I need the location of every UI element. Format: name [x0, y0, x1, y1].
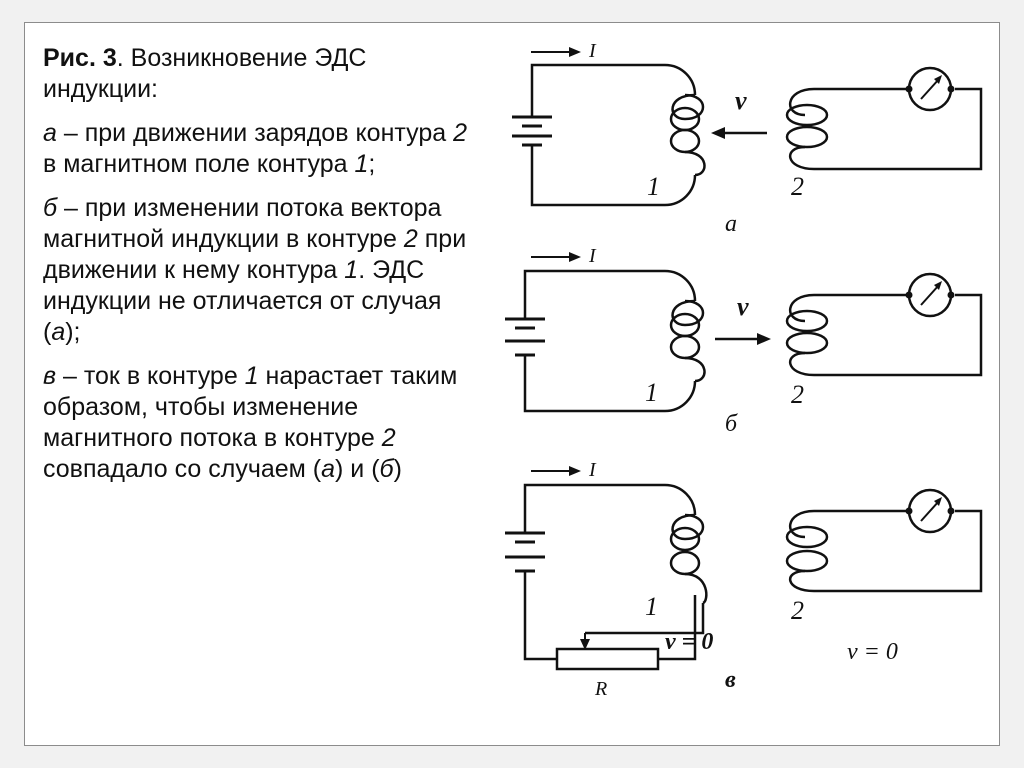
circuit-1: [532, 65, 695, 205]
velocity-arrow-head: [711, 127, 725, 139]
circuit-1: [525, 271, 695, 411]
coil-1-label: 1: [645, 378, 658, 407]
current-label: I: [589, 245, 596, 267]
velocity-arrow-head: [757, 333, 771, 345]
galvanometer-icon: [906, 68, 955, 110]
item-text: . ЭДС индукции не отличается от случая (: [43, 256, 442, 346]
item-number: 2: [453, 119, 467, 147]
rheostat-icon: [557, 633, 658, 669]
current-arrow-head: [569, 466, 581, 476]
panel-c: [505, 459, 981, 700]
coil-2-icon: [787, 295, 981, 375]
battery-icon: [505, 533, 545, 571]
panel-a-label: а: [725, 211, 737, 237]
item-text: ;: [368, 150, 376, 178]
caption-title-rest: . Возникновение ЭДС индукции:: [43, 44, 367, 103]
coil-1-label: 1: [647, 172, 660, 201]
velocity-label: v: [737, 292, 749, 321]
galvanometer-icon: [906, 490, 955, 532]
current-arrow-head: [569, 47, 581, 57]
panel-b-label: б: [725, 411, 738, 437]
item-number: 2: [381, 424, 396, 452]
panel-a: [512, 40, 981, 237]
item-text: – при движении зарядов контура: [56, 119, 454, 147]
galvanometer-icon: [906, 274, 955, 316]
caption-title-bold: Рис. 3: [43, 44, 117, 72]
item-ref: б: [379, 455, 394, 483]
current-label: I: [589, 459, 596, 481]
item-text: ) и (: [335, 455, 380, 483]
item-text: нарастает таким образом, чтобы изменение магнитного потока в контуре: [43, 362, 458, 452]
coil-1-icon: [671, 95, 704, 175]
item-number: 1: [344, 256, 359, 284]
coil-2-icon: [787, 511, 981, 591]
current-label: I: [589, 40, 596, 62]
battery-icon: [505, 319, 545, 355]
item-number: 2: [403, 225, 418, 253]
item-text: в магнитном поле контура: [43, 150, 355, 178]
item-letter: в: [43, 362, 57, 390]
coil-2-label: 2: [791, 596, 804, 625]
coil-1-label: 1: [645, 592, 658, 621]
induction-diagram: [25, 23, 1001, 747]
current-arrow-head: [569, 252, 581, 262]
velocity-label: v: [735, 86, 747, 115]
item-text: при движении к нему контура: [43, 225, 467, 284]
item-letter: б: [43, 194, 58, 222]
battery-icon: [512, 117, 552, 145]
item-ref: а: [321, 455, 336, 483]
item-text: );: [65, 318, 81, 346]
item-ref: а: [51, 318, 66, 346]
item-letter: а: [43, 119, 57, 147]
item-number: 1: [244, 362, 259, 390]
item-text: – при изменении потока вектора магнитной индукции в контуре: [43, 194, 442, 253]
coil-2-label: 2: [791, 172, 804, 201]
slide: [24, 22, 1000, 746]
item-text: ): [393, 455, 402, 483]
coil-2-label: 2: [791, 380, 804, 409]
item-text: – ток в контуре: [56, 362, 245, 390]
panel-b: [505, 245, 981, 437]
coil-1-icon: [671, 301, 704, 381]
item-text: совпадало со случаем (: [43, 455, 322, 483]
coil-2-icon: [787, 89, 981, 169]
item-number: 1: [354, 150, 369, 178]
panel-c-label: в: [725, 667, 736, 693]
velocity-zero-right: v = 0: [847, 639, 898, 665]
velocity-zero-left: v = 0: [665, 629, 714, 655]
coil-1-icon: [671, 515, 706, 603]
resistor-label: R: [595, 678, 608, 700]
